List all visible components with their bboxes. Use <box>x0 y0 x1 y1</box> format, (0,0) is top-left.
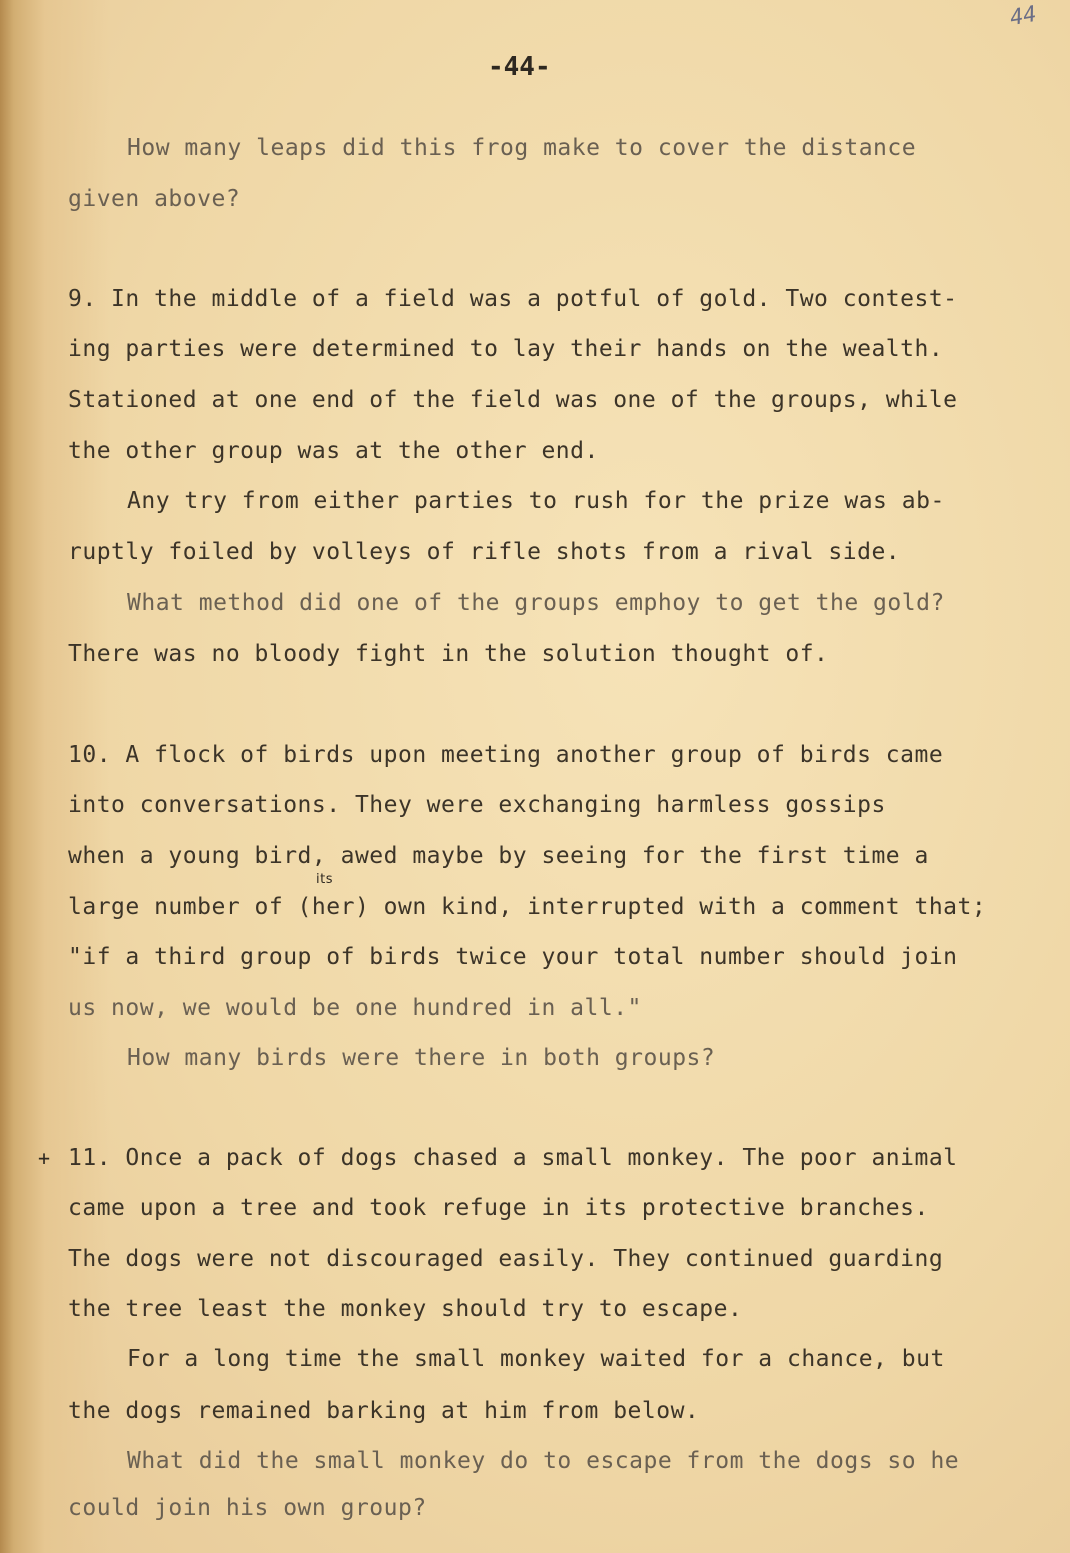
handwritten-insert: its <box>316 872 333 887</box>
text-line: ruptly foiled by volleys of rifle shots from a rival side. <box>68 539 901 565</box>
text-line: into conversations. They were exchanging harmless gossips <box>68 792 886 818</box>
text-line: Stationed at one end of the field was one of the groups, while <box>68 387 958 413</box>
text-line: How many birds were there in both groups? <box>127 1045 716 1071</box>
margin-mark: + <box>38 1146 51 1170</box>
text-line: came upon a tree and took refuge in its protective branches. <box>68 1195 929 1221</box>
text-line: How many leaps did this frog make to cover the distance <box>127 135 917 161</box>
text-line: "if a third group of birds twice your total number should join <box>68 944 958 970</box>
text-line: There was no bloody fight in the solution thought of. <box>68 641 829 667</box>
text-line: the dogs remained barking at him from below. <box>68 1398 700 1424</box>
text-line: given above? <box>68 186 241 212</box>
corner-page-mark: 44 <box>1008 1 1039 32</box>
text-line: us now, we would be one hundred in all." <box>68 995 642 1021</box>
text-line: 10. A flock of birds upon meeting another group of birds came <box>68 742 944 768</box>
text-line: could join his own group? <box>68 1495 427 1521</box>
text-line: For a long time the small monkey waited for a chance, but <box>127 1346 945 1372</box>
text-line: large number of (her) own kind, interrupted with a comment that; <box>68 894 987 920</box>
text-line: What method did one of the groups emphoy to get the gold? <box>127 590 945 616</box>
text-line: The dogs were not discouraged easily. They continued guarding <box>68 1246 944 1272</box>
page-number: -44- <box>488 52 551 82</box>
text-line: when a young bird, awed maybe by seeing for the first time a <box>68 843 929 869</box>
text-line: Any try from either parties to rush for the prize was ab- <box>127 488 945 514</box>
text-line: 11. Once a pack of dogs chased a small monkey. The poor animal <box>68 1145 958 1171</box>
text-line: the tree least the monkey should try to escape. <box>68 1296 743 1322</box>
text-line: 9. In the middle of a field was a potful of gold. Two contest- <box>68 286 958 312</box>
text-line: ing parties were determined to lay their hands on the wealth. <box>68 336 944 362</box>
text-line: What did the small monkey do to escape from the dogs so he <box>127 1448 960 1474</box>
text-line: the other group was at the other end. <box>68 438 599 464</box>
